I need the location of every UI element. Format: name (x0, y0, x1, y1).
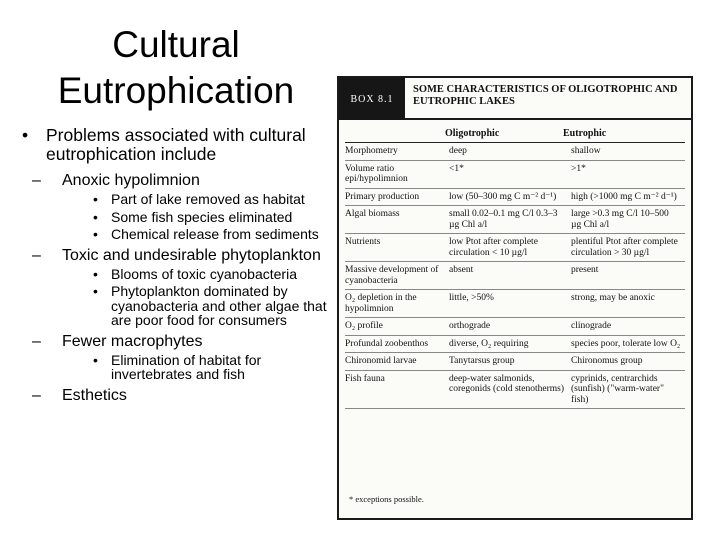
row-eutrophic: high (>1000 mg C m⁻² d⁻¹) (571, 191, 677, 202)
column-oligotrophic: Oligotrophic (445, 128, 500, 139)
row-name: Profundal zoobenthos (345, 338, 429, 349)
row-eutrophic: cyprinids, centrarchids (sunfish) ("warm-water" fish) (571, 373, 664, 405)
row-eutrophic: large >0.3 mg C/l 10–500 µg Chl a/l (571, 209, 669, 230)
row-oligotrophic: little, >50% (449, 293, 494, 303)
row-name: O₂ profile (345, 321, 383, 331)
table-row (345, 318, 685, 336)
row-name: Nutrients (345, 237, 381, 247)
row-eutrophic: strong, may be anoxic (571, 293, 655, 303)
table-row (345, 189, 685, 207)
row-name: Morphometry (345, 146, 398, 156)
row-eutrophic: clinograde (571, 321, 612, 331)
item-toxic-blooms: • Blooms of toxic cyanobacteria (85, 267, 327, 282)
row-oligotrophic: <1* (449, 163, 464, 174)
row-name: O₂ depletion in the hypolimnion (345, 293, 417, 314)
row-oligotrophic: orthograde (449, 321, 491, 331)
table-row (345, 371, 685, 410)
box-heading: SOME CHARACTERISTICS OF OLIGOTROPHIC AND EUTROPHIC LAKES (405, 78, 691, 120)
row-oligotrophic: low Ptot after complete circulation < 10 µg/l (449, 237, 538, 258)
column-headers (345, 128, 685, 143)
item-habitat-removed: • Part of lake removed as habitat (85, 192, 327, 207)
row-oligotrophic: low (50–300 mg C m⁻² d⁻¹) (449, 191, 557, 202)
row-name: Fish fauna (345, 373, 385, 384)
table-row (345, 336, 685, 354)
box-footnote: * exceptions possible. (349, 494, 424, 504)
table-row (345, 234, 685, 262)
table-rows (339, 143, 691, 409)
row-oligotrophic: diverse, O₂ requiring (449, 338, 529, 349)
row-oligotrophic: absent (449, 265, 474, 275)
row-oligotrophic: deep (449, 146, 467, 156)
table-row (345, 290, 685, 318)
row-name: Primary production (345, 191, 420, 202)
table-row (345, 262, 685, 290)
sub-bullet-toxic-phytoplankton: – Toxic and undesirable phytoplankton (32, 247, 327, 264)
title-line-1: Cultural (112, 24, 240, 65)
main-bullet: • Problems associated with cultural eutrophication include (22, 126, 327, 164)
slide-title (30, 22, 322, 114)
table-row (345, 206, 685, 234)
item-fish-eliminated: • Some fish species eliminated (85, 210, 327, 225)
bullet-list (22, 126, 327, 407)
table-row (345, 161, 685, 189)
item-habitat-elimination: • Elimination of habitat for invertebrates and fish (85, 353, 327, 382)
title-line-2: Eutrophication (57, 70, 295, 111)
row-eutrophic: species poor, tolerate low O₂ (571, 338, 681, 349)
sub-bullet-anoxic: – Anoxic hypolimnion (32, 172, 327, 189)
row-oligotrophic: Tanytarsus group (449, 356, 515, 366)
item-poor-food-algae: • Phytoplankton dominated by cyanobacteria and other algae that are poor food for consumers (85, 284, 327, 328)
row-eutrophic: Chironomus group (571, 356, 643, 366)
row-eutrophic: shallow (571, 146, 601, 156)
row-name: Algal biomass (345, 209, 400, 219)
row-eutrophic: plentiful Ptot after complete circulation > 30 µg/l (571, 237, 678, 258)
sub-bullet-macrophytes: – Fewer macrophytes (32, 333, 327, 350)
column-eutrophic: Eutrophic (563, 128, 607, 139)
characteristics-box (337, 76, 693, 520)
row-name: Volume ratio epi/hypolimnion (345, 163, 408, 184)
row-eutrophic: >1* (571, 163, 586, 174)
row-eutrophic: present (571, 265, 599, 275)
item-chemical-release: • Chemical release from sediments (85, 227, 327, 242)
row-name: Massive development of cyanobacteria (345, 265, 439, 286)
table-row (345, 143, 685, 161)
row-oligotrophic: deep-water salmonids, coregonids (cold stenotherms) (449, 373, 565, 394)
sub-bullet-esthetics: – Esthetics (32, 387, 327, 404)
box-label: BOX 8.1 (339, 78, 405, 120)
box-header (339, 78, 691, 120)
row-oligotrophic: small 0.02–0.1 mg C/l 0.3–3 µg Chl a/l (449, 209, 558, 230)
row-name: Chironomid larvae (345, 356, 417, 366)
table-row (345, 353, 685, 371)
